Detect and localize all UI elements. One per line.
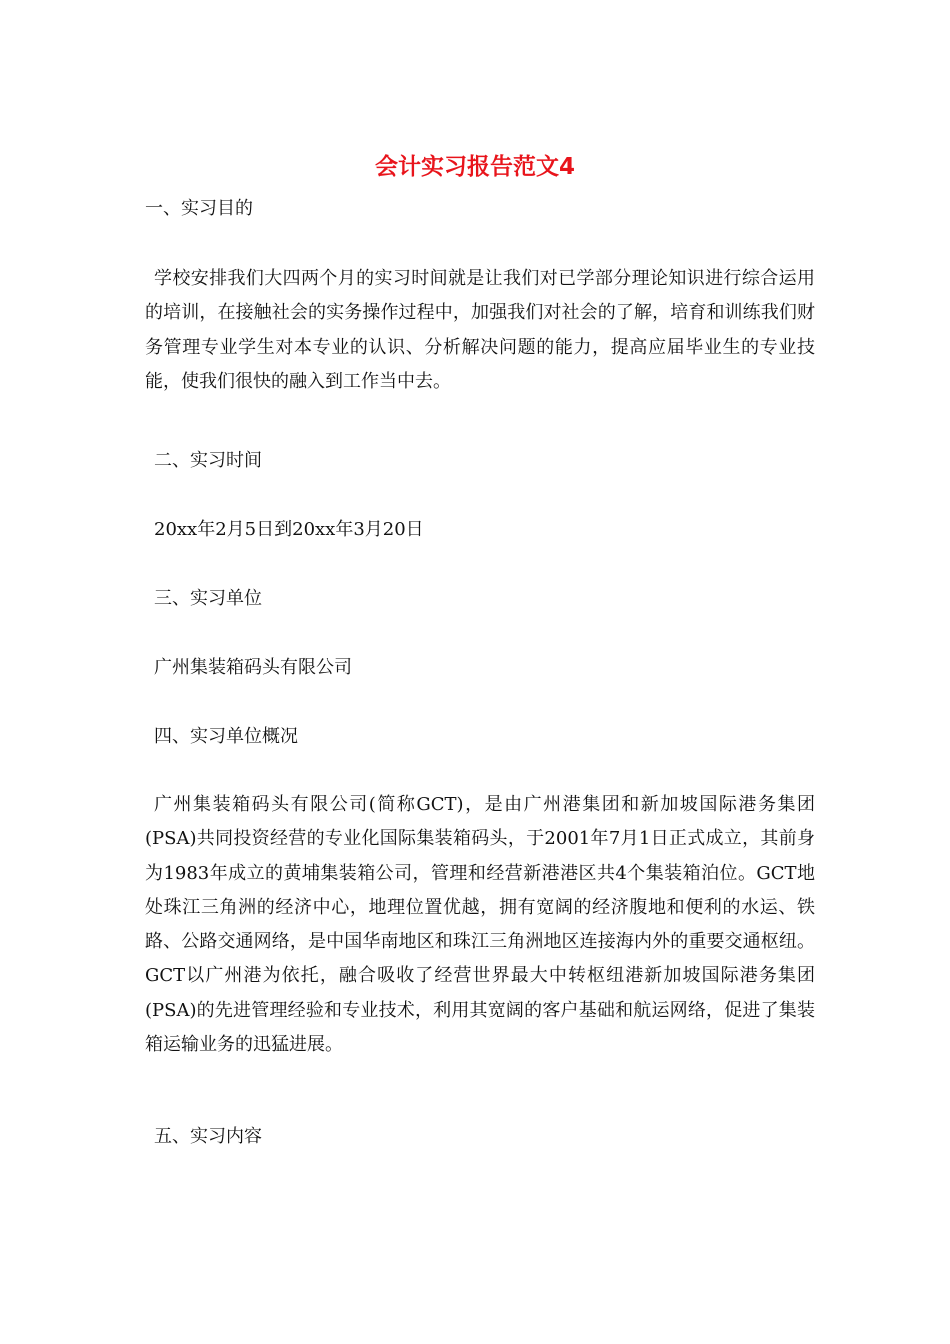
section-heading-content: 五、实习内容	[154, 1126, 262, 1147]
section-heading-time: 二、实习时间	[154, 450, 262, 471]
section-heading-overview: 四、实习单位概况	[154, 726, 298, 747]
section-heading-unit: 三、实习单位	[154, 588, 262, 609]
section-heading-purpose: 一、实习目的	[145, 198, 253, 219]
section-body-overview: 广州集装箱码头有限公司(简称GCT)，是由广州港集团和新加坡国际港务集团(PSA)共同投资经营的专业化国际集装箱码头，于2001年7月1日正式成立，其前身为1983年成立的黄埔集装箱公司，管理和经营新港港区共4个集装箱泊位。GCT地处珠江三角洲的经济中心，地理位置优越，拥有宽阔的经济腹地和便利的水运、铁路、公路交通网络，是中国华南地区和珠江三角洲地区连接海内外的重要交通枢纽。GCT以广州港为依托，融合吸收了经营世界最大中转枢纽港新加坡国际港务集团(PSA)的先进管理经验和专业技术，利用其宽阔的客户基础和航运网络，促进了集装箱运输业务的迅猛进展。	[145, 794, 815, 1056]
document-title: 会计实习报告范文4	[374, 154, 575, 180]
section-body-time: 20xx年2月5日到20xx年3月20日	[154, 519, 424, 540]
section-body-unit: 广州集装箱码头有限公司	[154, 657, 352, 678]
section-body-purpose: 学校安排我们大四两个月的实习时间就是让我们对已学部分理论知识进行综合运用的培训，在接触社会的实务操作过程中，加强我们对社会的了解，培育和训练我们财务管理专业学生对本专业的认识、分析解决问题的能力，提高应届毕业生的专业技能，使我们很快的融入到工作当中去。	[145, 268, 815, 392]
